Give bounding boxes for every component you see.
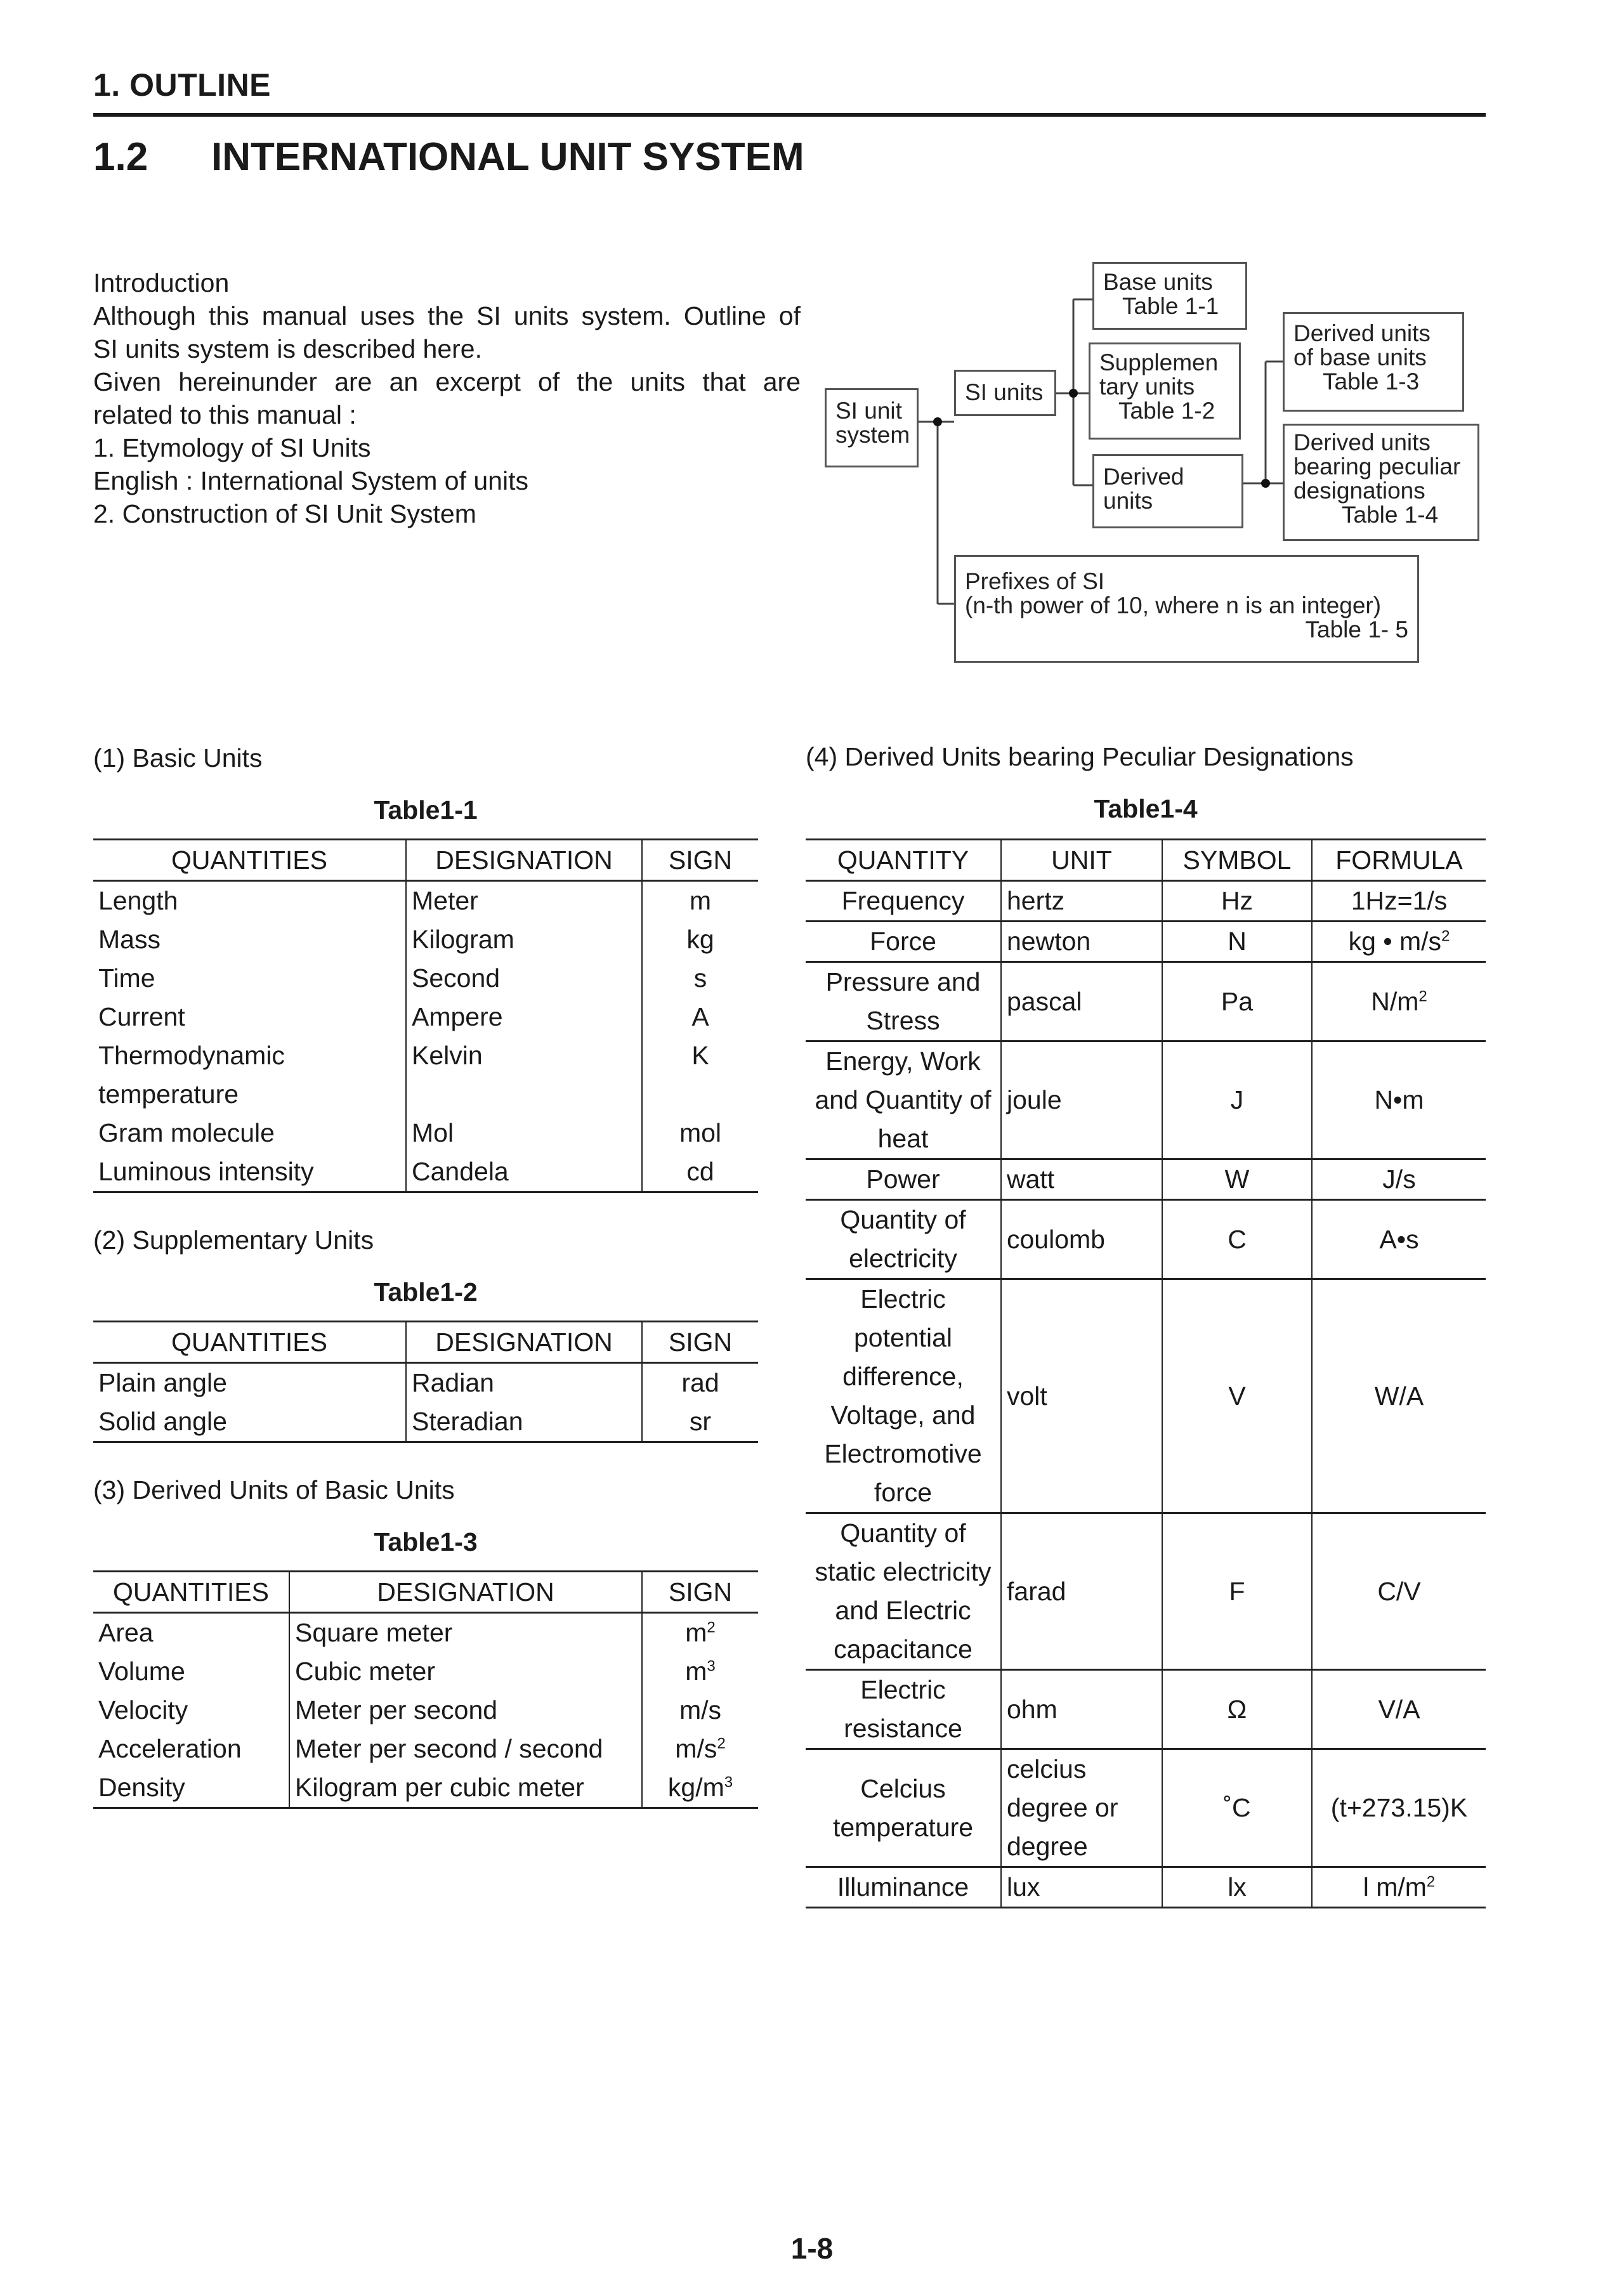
col-header: SIGN: [642, 1322, 758, 1363]
table-row: Celcius temperature celcius degree or degree ˚C (t+273.15)K: [806, 1749, 1486, 1867]
col-header: SIGN: [642, 840, 758, 881]
table-row: Quantity of electricity coulomb C A•s: [806, 1200, 1486, 1279]
derived-units-box: Derived units: [1092, 454, 1243, 528]
table-row: Energy, Work and Quantity of heat joule J N•m: [806, 1041, 1486, 1159]
intro-line: 1. Etymology of SI Units: [93, 433, 371, 462]
col-header: DESIGNATION: [406, 840, 642, 881]
table-row: Length Meter m: [93, 881, 758, 921]
base-units-box: Base units Table 1-1: [1092, 262, 1247, 330]
section-number: 1.2: [93, 135, 148, 179]
prefixes-box: Prefixes of SI (n-th power of 10, where n is an integer) Table 1- 5: [954, 555, 1419, 663]
connector-dot: [1261, 479, 1270, 488]
table-row: Pressure and Stress pascal Pa $N/m^2$: [806, 962, 1486, 1041]
intro-line: Although this manual uses the SI units system. Outline of: [93, 301, 801, 330]
table-row: Electric potential difference, Voltage, and Electromotive force volt V W/A: [806, 1279, 1486, 1513]
section-basic-units: (1) Basic Units: [93, 743, 263, 773]
connector-dot: [933, 417, 942, 426]
intro-line: English : International System of units: [93, 466, 528, 495]
col-header: QUANTITIES: [93, 1322, 406, 1363]
intro-heading: Introduction: [93, 268, 230, 297]
connector-dot: [1069, 389, 1078, 398]
intro-line: SI units system is described here.: [93, 334, 482, 363]
table-row: Density Kilogram per cubic meter $kg/m^3$: [93, 1768, 758, 1808]
intro-line: Given hereinunder are an excerpt of the units that are: [93, 367, 801, 396]
col-header: DESIGNATION: [289, 1572, 642, 1613]
table-row: Illuminance lux lx l $m/m^2$: [806, 1867, 1486, 1908]
table-row: Time Second s: [93, 959, 758, 998]
section-supplementary-units: (2) Supplementary Units: [93, 1225, 374, 1255]
table-basic-units: [93, 838, 758, 1193]
table-row: Luminous intensity Candela cd: [93, 1152, 758, 1192]
table2-caption: Table1-2: [374, 1277, 478, 1307]
table-row: Solid angle Steradian sr: [93, 1402, 758, 1442]
table-row: Current Ampere A: [93, 998, 758, 1036]
table-row: Electric resistance ohm Ω V/A: [806, 1670, 1486, 1749]
col-header: SYMBOL: [1162, 840, 1312, 881]
table-derived-basic-units: [93, 1570, 758, 1809]
table-row: Velocity Meter per second m/s: [93, 1691, 758, 1730]
table-derived-peculiar: [806, 838, 1486, 1908]
table4-caption: Table1-4: [1094, 794, 1198, 823]
table-row: Area Square meter $m^2$: [93, 1613, 758, 1653]
table-row: Quantity of static electricity and Electric capacitance farad F C/V: [806, 1513, 1486, 1670]
section-title-text: INTERNATIONAL UNIT SYSTEM: [211, 135, 804, 179]
derived-peculiar-box: Derived units bearing peculiar designations Table 1-4: [1283, 424, 1479, 541]
table3-caption: Table1-3: [374, 1527, 478, 1556]
col-header: QUANTITIES: [93, 840, 406, 881]
supplementary-units-box: Supplemen tary units Table 1-2: [1089, 342, 1241, 440]
table-row: temperature: [93, 1075, 758, 1114]
table-row: Acceleration Meter per second / second $m/s^2$: [93, 1730, 758, 1768]
col-header: DESIGNATION: [406, 1322, 642, 1363]
table-row: Mass Kilogram kg: [93, 920, 758, 959]
page-number: 1-8: [790, 2232, 834, 2265]
intro-line: 2. Construction of SI Unit System: [93, 499, 476, 528]
table-row: Force newton N kg • $m/s^2$: [806, 922, 1486, 962]
table1-caption: Table1-1: [374, 795, 478, 825]
section-derived-basic-units: (3) Derived Units of Basic Units: [93, 1475, 455, 1504]
intro-line: related to this manual :: [93, 400, 357, 429]
table-row: Thermodynamic Kelvin K: [93, 1036, 758, 1075]
table-row: Power watt W J/s: [806, 1159, 1486, 1200]
section-derived-peculiar: (4) Derived Units bearing Peculiar Designations: [806, 742, 1354, 771]
table-row: Plain angle Radian rad: [93, 1363, 758, 1403]
table-row: Gram molecule Mol mol: [93, 1114, 758, 1152]
col-header: QUANTITY: [806, 840, 1001, 881]
col-header: UNIT: [1001, 840, 1162, 881]
si-units-box: SI units: [954, 370, 1056, 416]
col-header: FORMULA: [1312, 840, 1486, 881]
table-row: Volume Cubic meter $m^3$: [93, 1652, 758, 1691]
table-row: Frequency hertz Hz 1Hz=1/s: [806, 881, 1486, 922]
col-header: SIGN: [642, 1572, 758, 1613]
chapter-heading: 1. OUTLINE: [93, 67, 272, 103]
table-supplementary-units: [93, 1321, 758, 1443]
col-header: QUANTITIES: [93, 1572, 289, 1613]
si-unit-system-box: SI unit system: [825, 388, 919, 467]
derived-of-base-box: Derived units of base units Table 1-3: [1283, 312, 1464, 412]
